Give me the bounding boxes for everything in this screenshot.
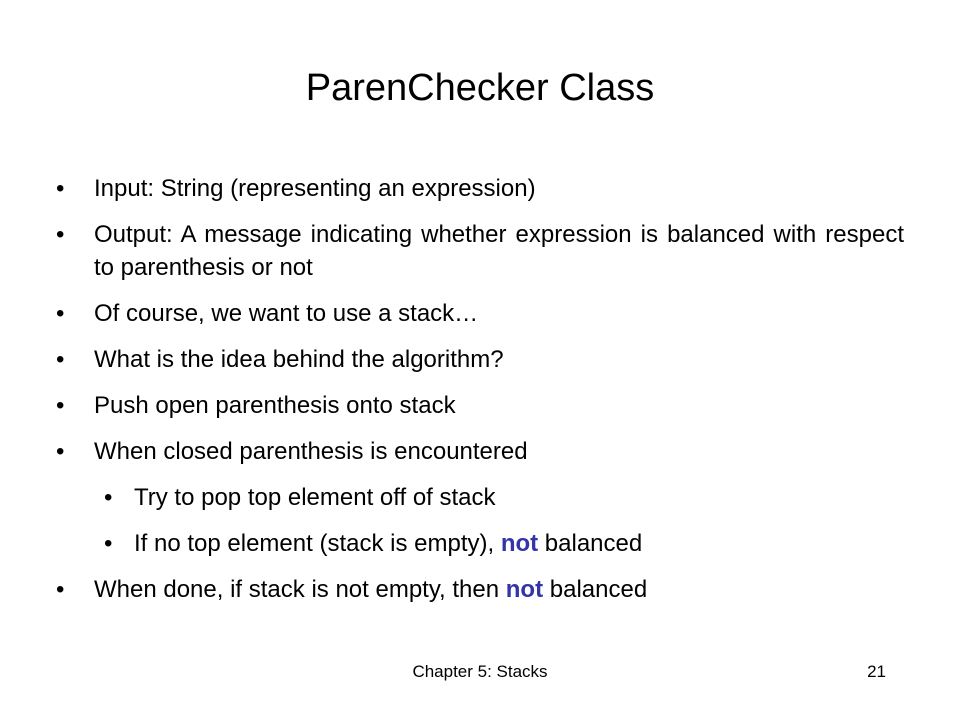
bullet-item: [56, 343, 904, 376]
bullet-dot-icon: •: [56, 300, 65, 327]
bullet-item: [56, 218, 904, 284]
bullet-text-after: balanced: [549, 576, 648, 603]
slide-title: ParenChecker Class: [305, 67, 655, 109]
bullet-text-before: When done, if stack is not empty, then: [94, 576, 500, 603]
sub-bullet-item: [56, 527, 904, 560]
emphasis-not: not: [505, 576, 544, 603]
bullet-dot-icon: •: [56, 576, 65, 603]
bullet-text: Output: A message indicating whether expression is balanced with respect to parenthesis or not: [94, 221, 904, 281]
emphasis-not: not: [500, 530, 539, 557]
bullet-dot-icon: •: [56, 346, 65, 373]
bullet-item: [56, 297, 904, 330]
footer-chapter-label: Chapter 5: Stacks: [412, 662, 548, 681]
bullet-text: Of course, we want to use a stack…: [94, 300, 479, 327]
bullet-text: Input: String (representing an expression): [94, 175, 536, 202]
bullet-item: [56, 389, 904, 422]
bullet-item: [56, 172, 904, 205]
bullet-text: Try to pop top element off of stack: [134, 484, 496, 511]
bullet-text: When closed parenthesis is encountered: [94, 438, 528, 465]
bullet-dot-icon: •: [56, 438, 65, 465]
bullet-dot-icon: •: [56, 175, 65, 202]
bullet-text: Push open parenthesis onto stack: [94, 392, 456, 419]
bullet-text-before: If no top element (stack is empty),: [134, 530, 495, 557]
bullet-dot-icon: •: [104, 530, 113, 557]
bullet-item: [56, 435, 904, 468]
sub-bullet-item: [56, 481, 904, 514]
bullet-dot-icon: •: [56, 392, 65, 419]
bullet-dot-icon: •: [104, 484, 113, 511]
bullet-list: [56, 172, 904, 619]
bullet-text-after: balanced: [544, 530, 643, 557]
footer-page-number: 21: [867, 662, 886, 681]
bullet-dot-icon: •: [56, 221, 65, 248]
bullet-text: What is the idea behind the algorithm?: [94, 346, 504, 373]
bullet-item: [56, 573, 904, 606]
